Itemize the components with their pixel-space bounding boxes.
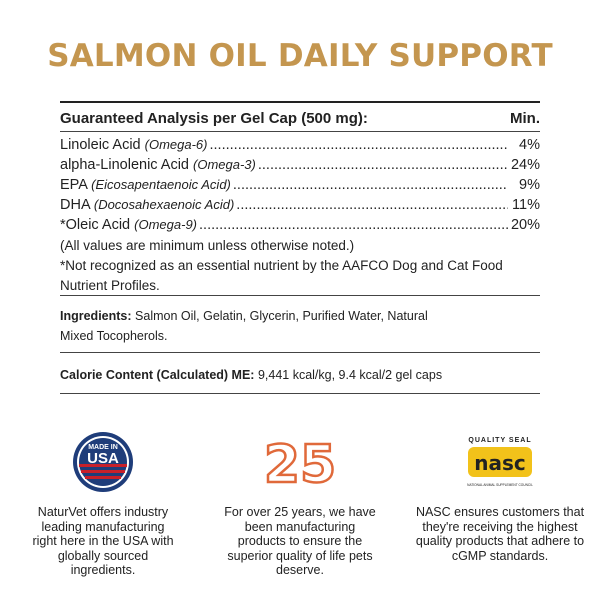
analysis-row	[60, 177, 540, 197]
analysis-notes	[60, 236, 540, 296]
calorie-text: 9,441 kcal/kg, 9.4 kcal/2 gel caps	[257, 368, 443, 382]
nutrient-name: alpha-Linolenic Acid	[60, 157, 189, 173]
analysis-rows	[60, 137, 540, 237]
analysis-row	[60, 157, 540, 177]
nutrient-subname: (Omega-6)	[144, 137, 208, 152]
seal-main-text: 25	[265, 435, 335, 494]
nutrient-value: 4%	[519, 137, 540, 153]
analysis-row	[60, 197, 540, 217]
nutrient-name: DHA	[60, 197, 90, 213]
badge-25-years	[220, 430, 380, 578]
analysis-header-label: Guaranteed Analysis per Gel Cap (500 mg):	[60, 110, 368, 127]
analysis-divider	[60, 131, 540, 132]
analysis-row	[60, 137, 540, 157]
calorie-content	[60, 368, 540, 382]
nutrient-subname: (Omega-3)	[193, 157, 256, 172]
ingredients	[60, 306, 460, 346]
seal-main-text: nasc	[474, 451, 526, 475]
seal-top-text: MADE IN	[88, 444, 118, 451]
analysis-header	[60, 110, 540, 127]
badge-caption: NaturVet offers industry leading manufacturing right here in the USA with globally sourced ingredients.	[32, 505, 174, 577]
calorie-label: Calorie Content (Calculated) ME:	[60, 368, 255, 382]
min-label: Min.	[510, 110, 540, 127]
leader-dots	[236, 197, 508, 213]
nutrient-subname: (Eicosapentaenoic Acid)	[91, 177, 231, 192]
badge-caption: NASC ensures customers that they're receiving the highest quality products that adhere to cGMP standards.	[415, 505, 585, 563]
nutrient-name: Linoleic Acid	[60, 137, 141, 153]
nutrient-value: 9%	[519, 177, 540, 193]
ingredients-label: Ingredients:	[60, 309, 132, 323]
top-divider	[60, 101, 540, 103]
badge-nasc	[415, 430, 585, 563]
badge-made-in-usa	[28, 430, 178, 578]
page-title: SALMON OIL DAILY SUPPORT	[47, 38, 553, 74]
nutrient-subname: (Docosahexaenoic Acid)	[93, 197, 235, 212]
leader-dots	[199, 217, 508, 233]
leader-dots	[233, 177, 508, 193]
nutrient-name: EPA	[60, 177, 88, 193]
leader-dots	[258, 157, 508, 173]
calorie-divider	[60, 393, 540, 394]
analysis-row	[60, 217, 540, 237]
made-in-usa-icon	[71, 430, 135, 494]
nutrient-value: 20%	[510, 217, 540, 233]
nutrient-subname: (Omega-9)	[134, 217, 198, 232]
seal-main-text: USA	[87, 450, 119, 467]
notes-divider	[60, 295, 540, 296]
nutrient-name: *Oleic Acid	[60, 217, 131, 233]
nutrient-value: 24%	[510, 157, 540, 173]
note-minimum: (All values are minimum unless otherwise noted.)	[60, 238, 355, 253]
ingredients-text: Salmon Oil, Gelatin, Glycerin, Purified Water, Natural Mixed Tocopherols.	[60, 309, 428, 343]
nasc-seal-icon	[460, 430, 540, 494]
seal-bottom-text: NATIONAL ANIMAL SUPPLEMENT COUNCIL	[467, 483, 533, 487]
leader-dots	[210, 137, 509, 153]
ingredients-divider	[60, 352, 540, 353]
seal-top-text: QUALITY SEAL	[468, 437, 532, 444]
note-aafco: *Not recognized as an essential nutrient by the AAFCO Dog and Cat Food Nutrient Profiles.	[60, 258, 503, 293]
nutrient-value: 11%	[512, 197, 540, 213]
badge-caption: For over 25 years, we have been manufacturing products to ensure the superior quality of life pets deserve.	[224, 505, 376, 577]
25-years-icon	[265, 430, 335, 494]
